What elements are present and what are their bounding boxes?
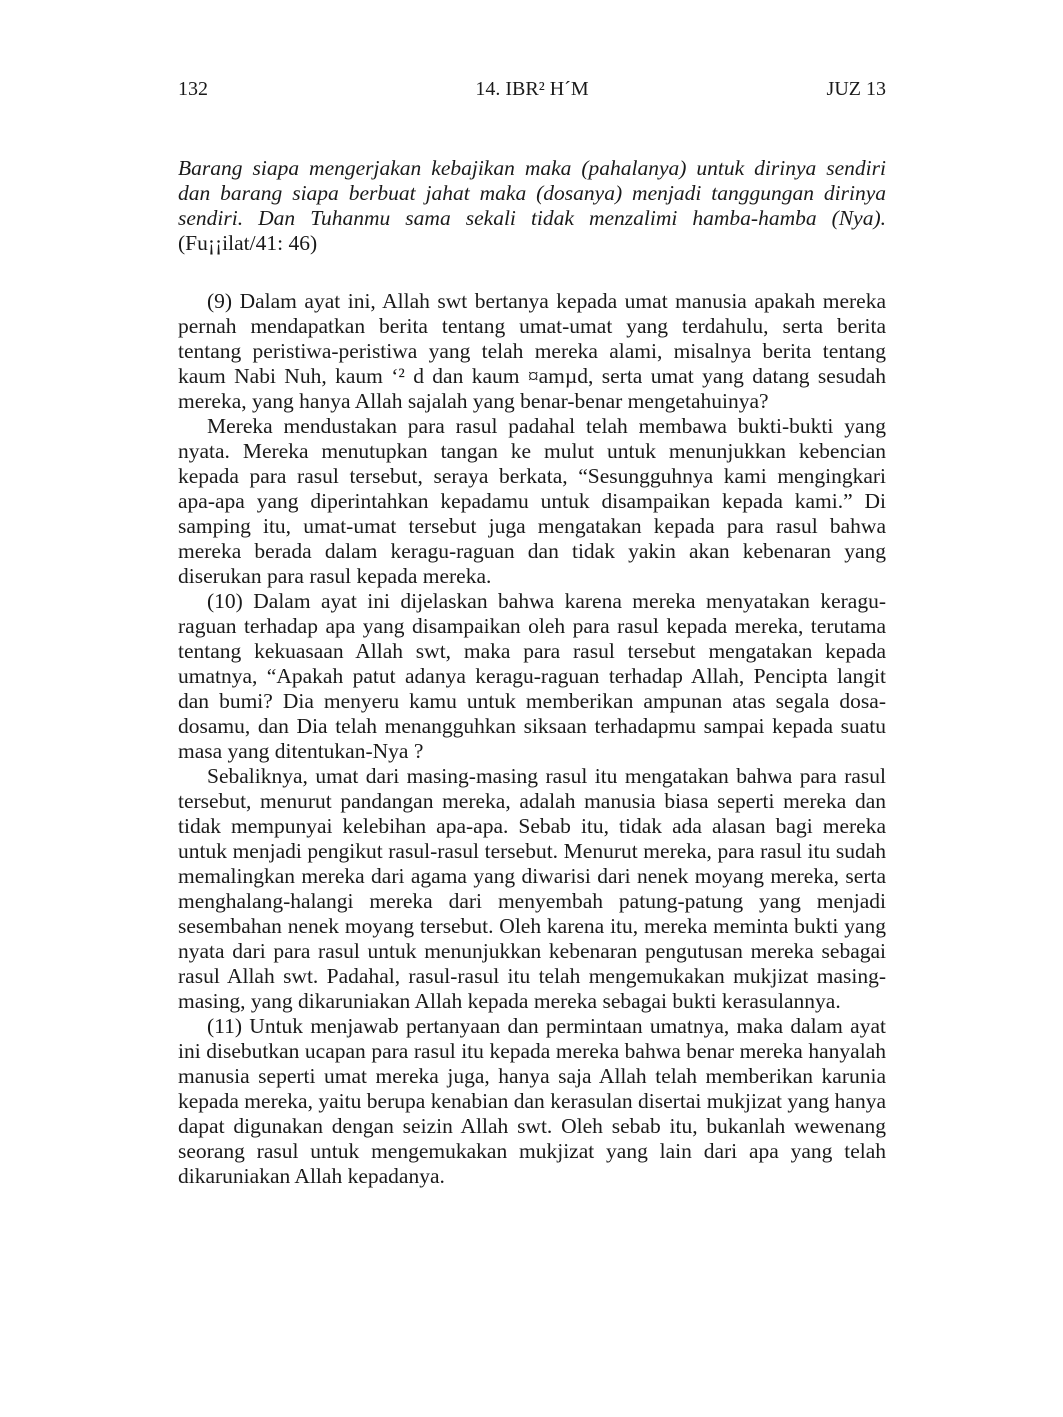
paragraph: Mereka mendustakan para rasul padahal telah membawa bukti-bukti yang nyata. Mereka menutupkan tangan ke mulut untuk menunjukkan kebencian kepada para rasul tersebut, seraya berkata, “Sesungguhnya kami mengingkari apa-apa yang diperintahkan kepadamu untuk disampaikan kepada kami.” Di samping itu, umat-umat tersebut juga mengatakan kepada para rasul bahwa mereka berada dalam keragu-raguan dan tidak yakin akan kebenaran yang diserukan para rasul kepada mereka. [178, 414, 886, 588]
running-header [178, 74, 886, 104]
chapter-title: 14. IBR² H´M [475, 78, 589, 100]
paragraph-verse-11: (11) Untuk menjawab pertanyaan dan permintaan umatnya, maka dalam ayat ini disebutkan ucapan para rasul itu kepada mereka bahwa benar mereka hanyalah manusia seperti umat mereka juga, hanya saja Allah telah memberikan karunia kepada mereka, yaitu berupa kenabian dan kerasulan disertai mukjizat yang hanya dapat digunakan dengan seizin Allah swt. Oleh sebab itu, bukanlah wewenang seorang rasul untuk mengemukakan mukjizat yang lain dari apa yang telah dikaruniakan Allah kepadanya. [178, 1014, 886, 1188]
paragraph: Sebaliknya, umat dari masing-masing rasul itu mengatakan bahwa para rasul tersebut, menurut pandangan mereka, adalah manusia biasa seperti mereka dan tidak mempunyai kelebihan apa-apa. Sebab itu, tidak ada alasan bagi mereka untuk menjadi pengikut rasul-rasul tersebut. Menurut mereka, para rasul itu sudah memalingkan mereka dari agama yang diwarisi dari nenek moyang mereka, serta menghalang-halangi mereka dari menyembah patung-patung yang menjadi sesembahan nenek moyang tersebut. Oleh karena itu, mereka meminta bukti yang nyata dari para rasul untuk menunjukkan kebenaran pengutusan mereka sebagai rasul Allah swt. Padahal, rasul-rasul itu telah mengemukakan mukjizat masing-masing, yang dikaruniakan Allah kepada mereka sebagai bukti kerasulannya. [178, 764, 886, 1013]
verse-quote [178, 156, 886, 256]
juz-label: JUZ 13 [826, 78, 886, 100]
paragraph-verse-9: (9) Dalam ayat ini, Allah swt bertanya kepada umat manusia apakah mereka pernah mendapatkan berita tentang umat-umat yang terdahulu, serta berita tentang peristiwa-peristiwa yang telah mereka alami, misalnya berita tentang kaum Nabi Nuh, kaum ‘² d dan kaum ¤amµd, serta umat yang datang sesudah mereka, yang hanya Allah sajalah yang benar-benar mengetahuinya? [178, 289, 886, 413]
paragraph-verse-10: (10) Dalam ayat ini dijelaskan bahwa karena mereka menyatakan keraguraguan terhadap apa yang disampaikan oleh para rasul kepada mereka, terutama tentang kekuasaan Allah swt, maka para rasul tersebut mengatakan kepada umatnya, “Apakah patut adanya keragu-raguan terhadap Allah, Pencipta langit dan bumi? Dia menyeru kamu untuk memberikan ampunan atas segala dosa-dosamu, dan Dia telah menangguhkan siksaan terhadapmu sampai kepada suatu masa yang ditentukan-Nya ? [178, 589, 886, 763]
commentary-body [178, 289, 886, 1189]
quote-text: Barang siapa mengerjakan kebajikan maka (pahalanya) untuk dirinya sendiri dan barang siapa berbuat jahat maka (dosanya) menjadi tanggungan dirinya sendiri. Dan Tuhanmu sama sekali tidak menzalimi hamba-hamba (Nya). [178, 156, 886, 230]
page-number: 132 [178, 78, 208, 100]
quote-reference: (Fu¡¡ilat/41: 46) [178, 231, 318, 255]
book-page [178, 74, 886, 1189]
